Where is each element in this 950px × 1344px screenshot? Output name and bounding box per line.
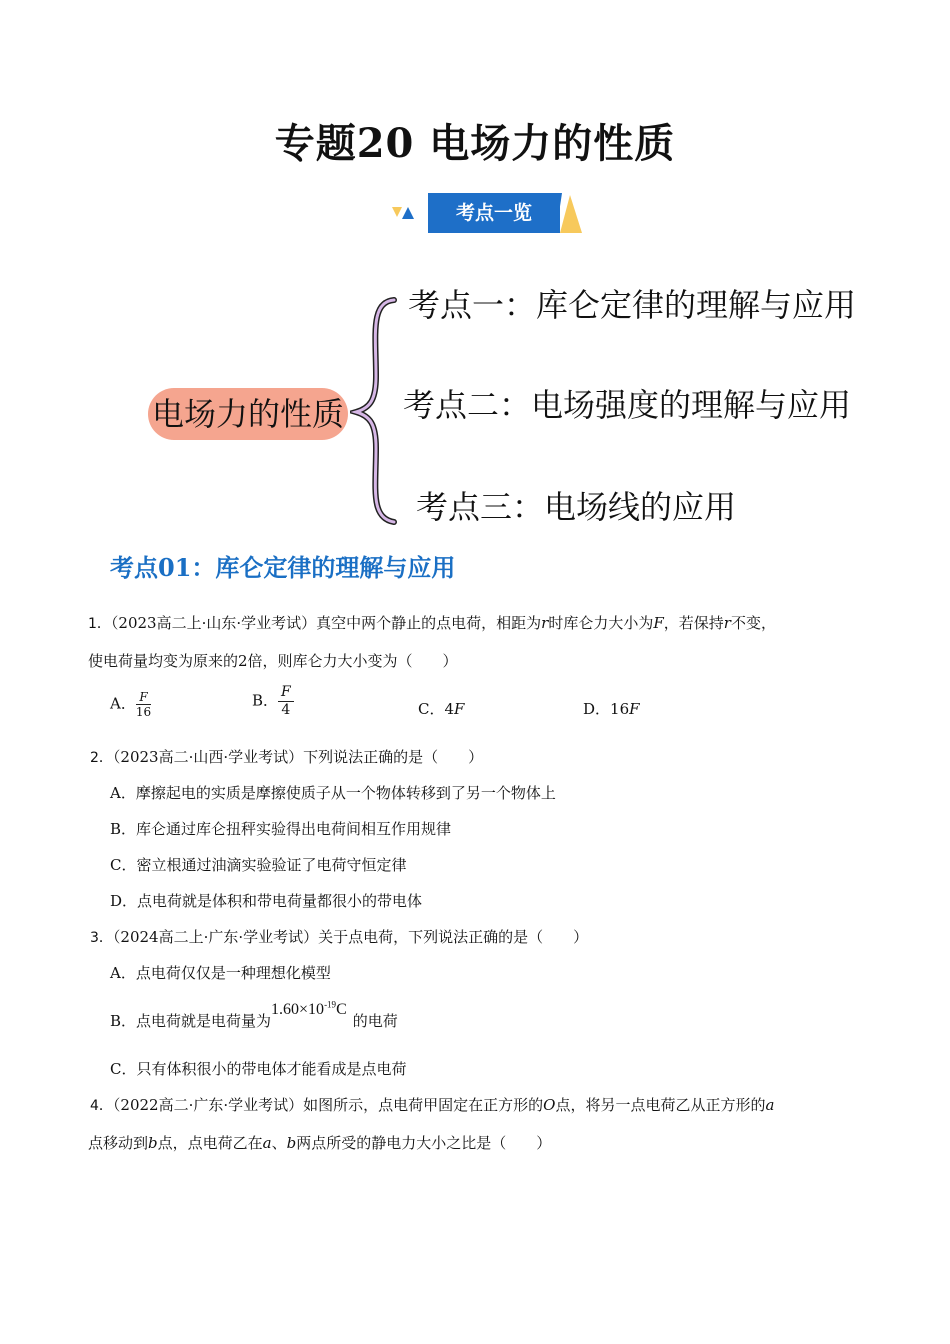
question-number: 3． (90, 930, 113, 946)
variable-F: F (653, 614, 664, 632)
question-number: 2． (90, 750, 113, 766)
question-1-line-2: 使电荷量均变为原来的2倍，则库仑力大小变为（ ） (88, 652, 458, 670)
question-2-option-b: B．库仑通过库仑扭秤实验得出电荷间相互作用规律 (110, 820, 452, 838)
option-label: B． (252, 691, 279, 710)
fraction (136, 690, 151, 719)
question-text: ，若保持 (663, 614, 724, 632)
separator: 、 (271, 1134, 287, 1152)
variable-F: F (629, 700, 640, 718)
option-d (583, 698, 640, 719)
variable-r: r (723, 614, 731, 632)
variable-b: b (286, 1134, 297, 1152)
question-text: 不变， (730, 614, 776, 632)
question-2-option-d: D．点电荷就是体积和带电荷量都很小的带电体 (110, 892, 423, 910)
curly-brace-icon (350, 296, 400, 526)
question-number: 4． (90, 1098, 113, 1114)
option-label: C． (418, 700, 445, 718)
option-value: 4 (444, 700, 455, 718)
question-2-stem (90, 746, 483, 767)
option-c (418, 698, 464, 719)
question-4-line-2 (88, 1132, 551, 1153)
question-3-option-c: C．只有体积很小的带电体才能看成是点电荷 (110, 1060, 407, 1078)
fraction-denominator: 4 (281, 702, 291, 718)
question-1-line-1 (88, 612, 776, 633)
section-banner (392, 193, 592, 237)
mindmap-center: 电场力的性质 (148, 388, 348, 440)
question-2-option-a: A．摩擦起电的实质是摩擦使质子从一个物体转移到了另一个物体上 (110, 784, 556, 802)
question-3-option-a: A．点电荷仅仅是一种理想化模型 (110, 964, 331, 982)
banner-label: 考点一览 (428, 193, 560, 233)
variable-a: a (765, 1096, 775, 1114)
option-text: 的电荷 (352, 1012, 398, 1030)
charge-unit: C (336, 1001, 347, 1018)
fraction-numerator: F (136, 690, 151, 705)
section-heading: 考点01：库仑定律的理解与应用 (110, 553, 456, 582)
option-value: 16 (610, 700, 630, 718)
question-text: （2023高二·山西·学业考试）下列说法正确的是（ ） (112, 748, 484, 766)
charge-value (271, 1001, 347, 1018)
variable-b: b (148, 1134, 158, 1152)
fraction-numerator: F (278, 684, 294, 702)
fraction (278, 684, 294, 719)
variable-O: O (543, 1096, 556, 1114)
question-2-option-c: C．密立根通过油滴实验验证了电荷守恒定律 (110, 856, 407, 874)
option-label: A． (110, 694, 136, 713)
question-text: 时库仑力大小为 (548, 614, 654, 632)
option-text: B．点电荷就是电荷量为 (110, 1012, 272, 1030)
mindmap-item-1: 考点一：库仑定律的理解与应用 (408, 286, 857, 324)
question-text: 点移动到 (88, 1134, 149, 1152)
fraction-denominator: 16 (135, 705, 152, 719)
page-title: 专题20 电场力的性质 (274, 120, 676, 167)
mindmap-item-2: 考点二：电场强度的理解与应用 (403, 386, 852, 424)
mindmap-item-3: 考点三：电场线的应用 (416, 488, 737, 526)
question-text: 点，点电荷乙在 (157, 1134, 263, 1152)
question-3-stem (90, 926, 588, 947)
question-number: 1． (88, 616, 111, 632)
option-b (252, 684, 294, 719)
question-text: （2023高二上·山东·学业考试）真空中两个静止的点电荷，相距为 (110, 614, 542, 632)
variable-F: F (454, 700, 465, 718)
question-text: 两点所受的静电力大小之比是（ ） (296, 1134, 552, 1152)
question-4-line-1 (90, 1094, 774, 1115)
variable-r: r (541, 614, 549, 632)
question-text: 点，将另一点电荷乙从正方形的 (555, 1096, 766, 1114)
option-a (110, 690, 151, 719)
question-text: （2022高二·广东·学业考试）如图所示，点电荷甲固定在正方形的 (112, 1096, 544, 1114)
question-text: （2024高二上·广东·学业考试）关于点电荷，下列说法正确的是（ ） (112, 928, 589, 946)
option-label: D． (583, 700, 611, 718)
variable-a: a (262, 1134, 272, 1152)
charge-exponent: -19 (324, 999, 337, 1010)
charge-mantissa: 1.60×10 (271, 1001, 325, 1018)
